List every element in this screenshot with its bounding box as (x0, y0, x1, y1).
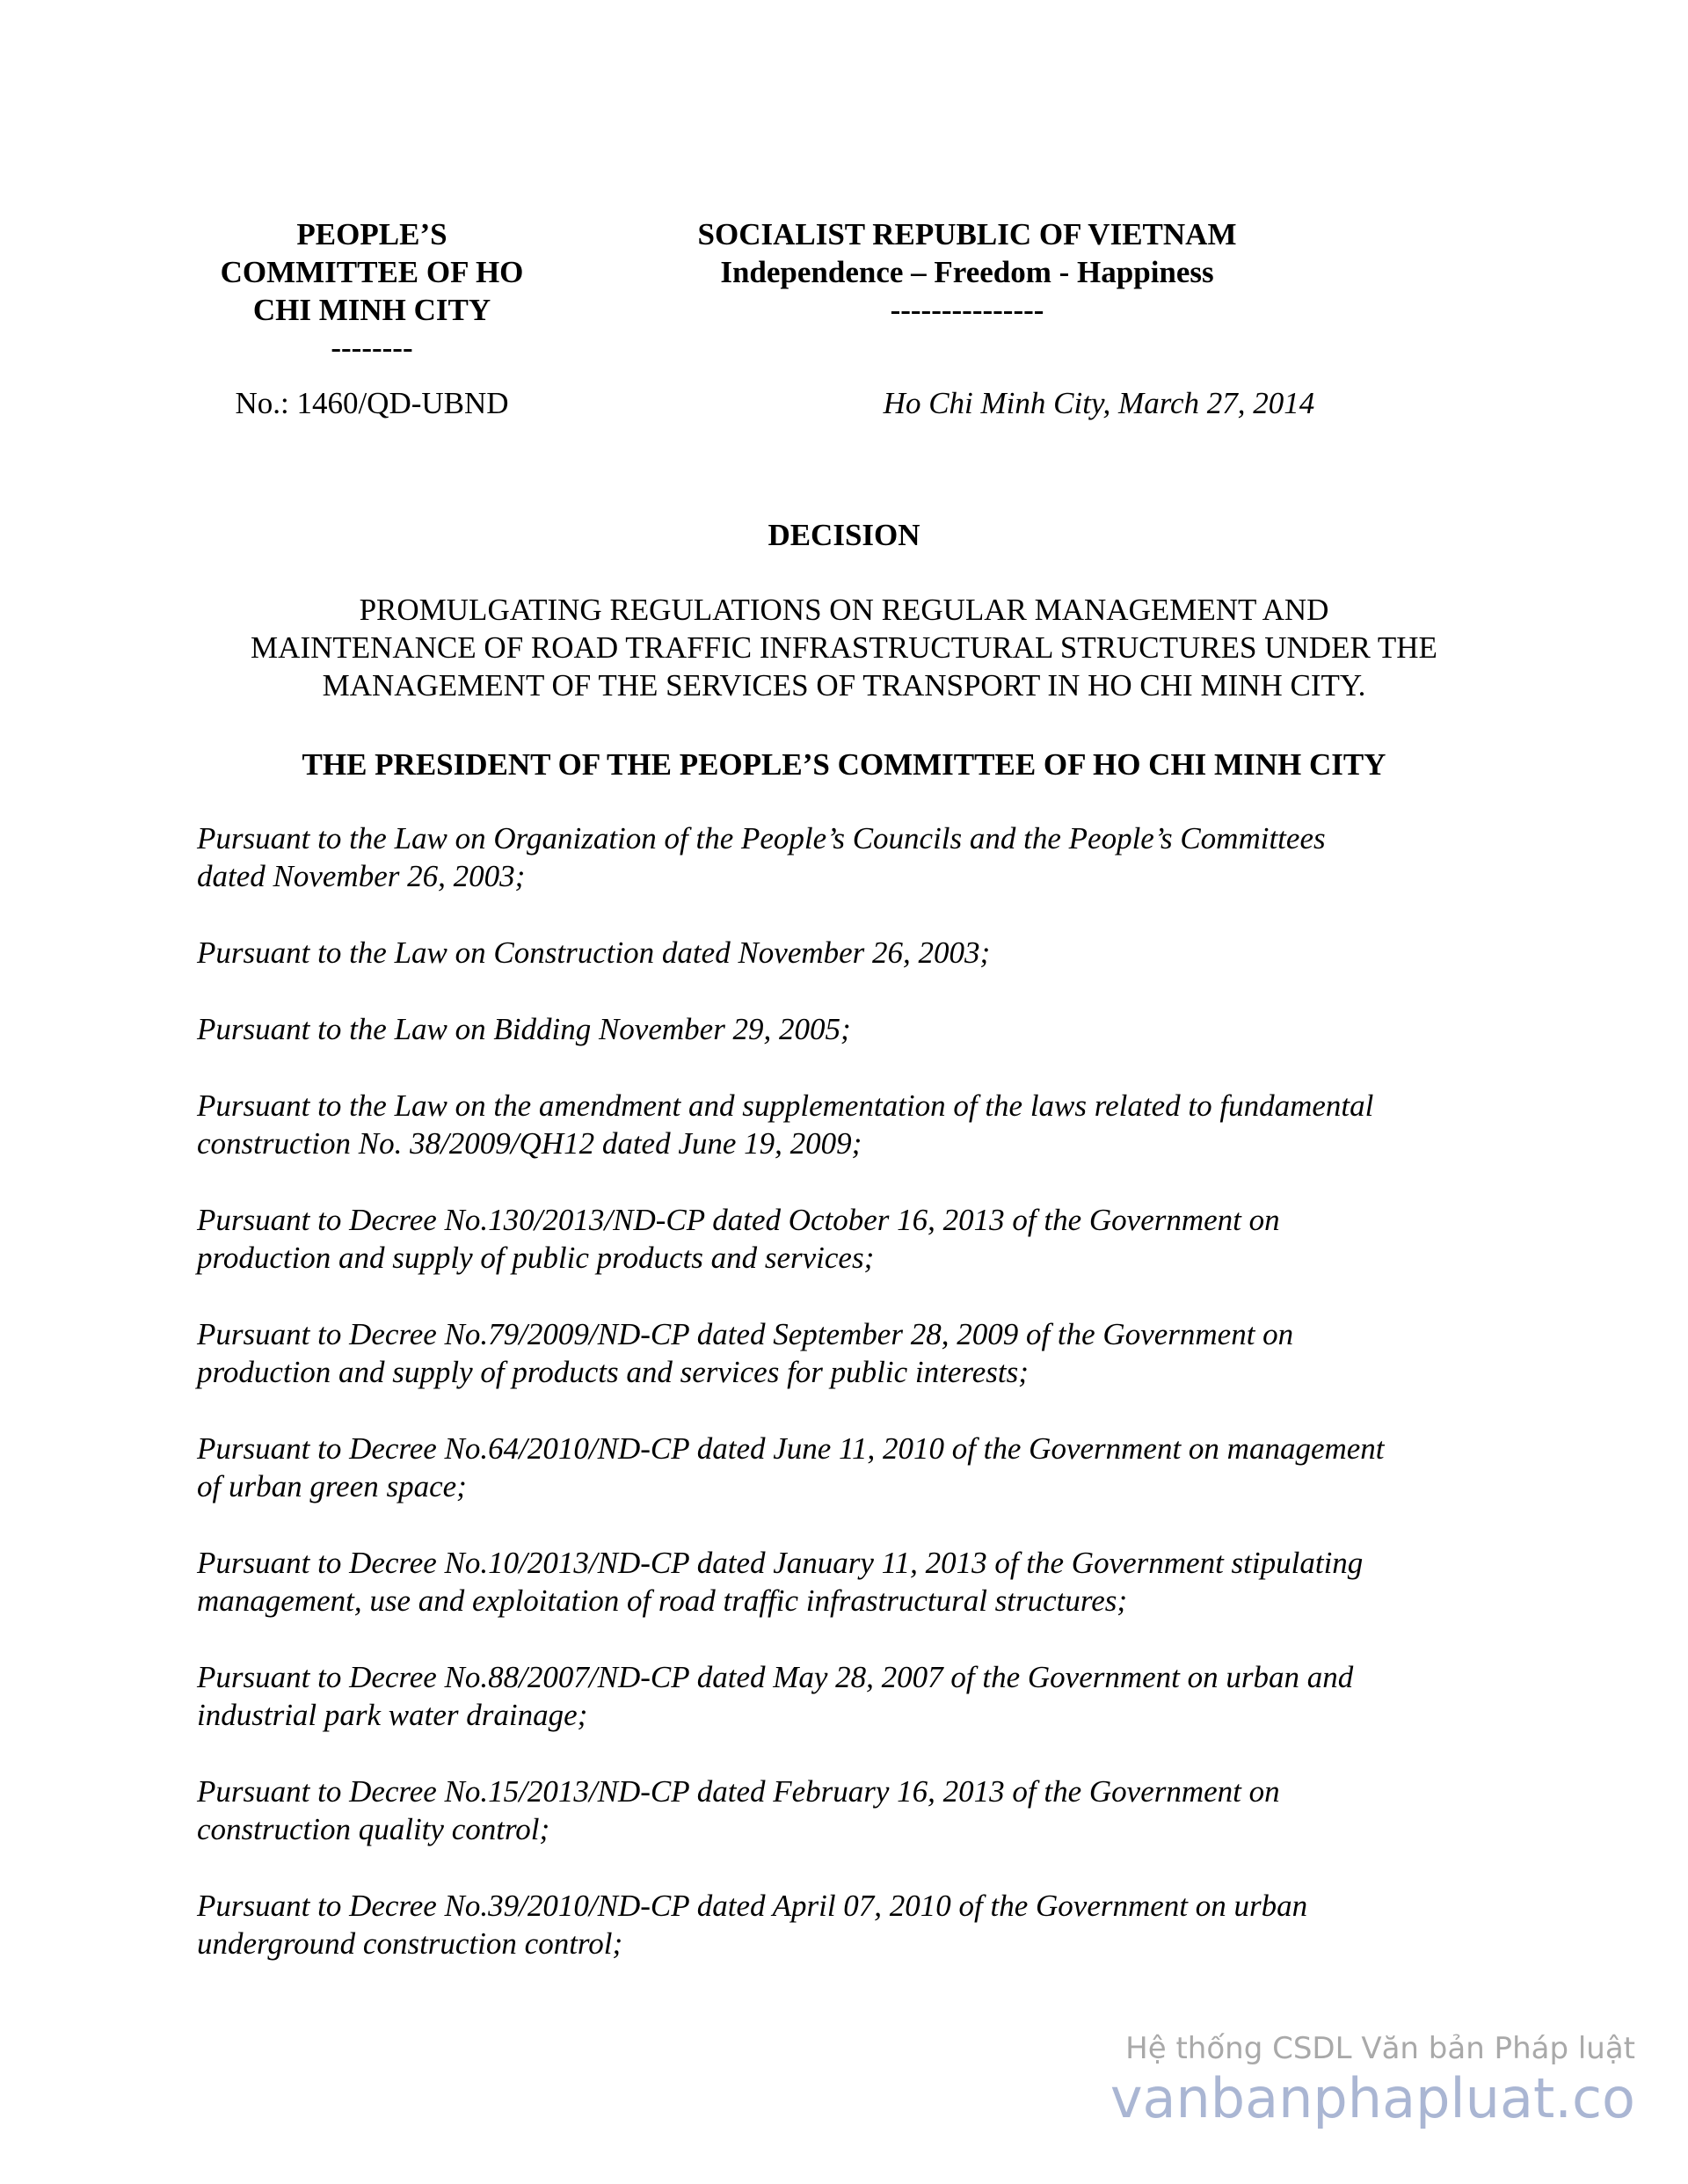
basis-line: Pursuant to the Law on Construction dated November 26, 2003; (197, 935, 991, 970)
basis-line: Pursuant to Decree No.64/2010/ND-CP dated June 11, 2010 of the Government on management (197, 1431, 1385, 1466)
legal-basis-paragraph (197, 1544, 1533, 1620)
basis-line: construction No. 38/2009/QH12 dated June 19, 2009; (197, 1126, 862, 1161)
legal-basis-paragraph (197, 1201, 1533, 1277)
authority-line: PEOPLE’S (296, 217, 447, 251)
basis-line: production and supply of products and services for public interests; (197, 1355, 1029, 1389)
document-subject (141, 591, 1547, 704)
issuing-authority (187, 215, 557, 367)
country-name: SOCIALIST REPUBLIC OF VIETNAM (697, 217, 1237, 251)
basis-line: Pursuant to the Law on Bidding November 29, 2005; (197, 1012, 851, 1046)
basis-line: Pursuant to Decree No.15/2013/ND-CP dated February 16, 2013 of the Government on (197, 1774, 1280, 1809)
legal-basis-paragraph (197, 1773, 1533, 1848)
subject-line: PROMULGATING REGULATIONS ON REGULAR MANAGEMENT AND (359, 593, 1329, 627)
site-watermark (1110, 2029, 1635, 2129)
document-type-heading: DECISION (768, 518, 920, 552)
basis-line: Pursuant to Decree No.10/2013/ND-CP dated January 11, 2013 of the Government stipulating (197, 1546, 1364, 1580)
subject-line: MANAGEMENT OF THE SERVICES OF TRANSPORT IN HO CHI MINH CITY. (322, 668, 1366, 703)
basis-line: Pursuant to Decree No.88/2007/ND-CP dated May 28, 2007 of the Government on urban and (197, 1660, 1354, 1694)
authority-line: COMMITTEE OF HO (220, 255, 524, 289)
legal-basis-paragraph (197, 1087, 1533, 1162)
authority-divider: -------- (331, 331, 413, 365)
legal-basis-paragraph (197, 1315, 1533, 1391)
legal-basis-paragraph (197, 1430, 1533, 1505)
legal-basis-paragraph (197, 819, 1533, 895)
basis-line: Pursuant to Decree No.130/2013/ND-CP dated October 16, 2013 of the Government on (197, 1203, 1280, 1237)
basis-line: Pursuant to Decree No.79/2009/ND-CP dated September 28, 2009 of the Government on (197, 1317, 1294, 1351)
subject-line: MAINTENANCE OF ROAD TRAFFIC INFRASTRUCTURAL STRUCTURES UNDER THE (251, 630, 1437, 665)
authority-line: CHI MINH CITY (252, 293, 491, 327)
legal-basis-paragraph (197, 934, 1533, 972)
basis-line: Pursuant to Decree No.39/2010/ND-CP dated April 07, 2010 of the Government on urban (197, 1889, 1308, 1923)
watermark-tagline: Hệ thống CSDL Văn bản Pháp luật (1125, 2031, 1635, 2066)
motto-divider: --------------- (890, 293, 1044, 327)
basis-line: of urban green space; (197, 1469, 467, 1503)
basis-line: industrial park water drainage; (197, 1698, 588, 1732)
basis-line: dated November 26, 2003; (197, 859, 526, 893)
basis-line: management, use and exploitation of road traffic infrastructural structures; (197, 1583, 1128, 1618)
legal-basis-paragraph (197, 1887, 1533, 1962)
issuer-heading: THE PRESIDENT OF THE PEOPLE’S COMMITTEE OF HO CHI MINH CITY (302, 747, 1386, 782)
basis-line: Pursuant to the Law on Organization of the People’s Councils and the People’s Committees (197, 821, 1326, 855)
basis-line: underground construction control; (197, 1926, 623, 1961)
national-motto (615, 215, 1319, 329)
legal-basis-paragraph (197, 1010, 1533, 1048)
legal-basis-paragraph (197, 1658, 1533, 1734)
watermark-domain: vanbanphapluat.co (1110, 2066, 1635, 2130)
basis-line: production and supply of public products and services; (197, 1241, 875, 1275)
basis-line: Pursuant to the Law on the amendment and supplementation of the laws related to fundamental (197, 1088, 1374, 1123)
motto-line: Independence – Freedom - Happiness (720, 255, 1214, 289)
document-date: Ho Chi Minh City, March 27, 2014 (883, 386, 1315, 420)
document-number: No.: 1460/QD-UBND (235, 386, 509, 420)
basis-line: construction quality control; (197, 1812, 550, 1846)
